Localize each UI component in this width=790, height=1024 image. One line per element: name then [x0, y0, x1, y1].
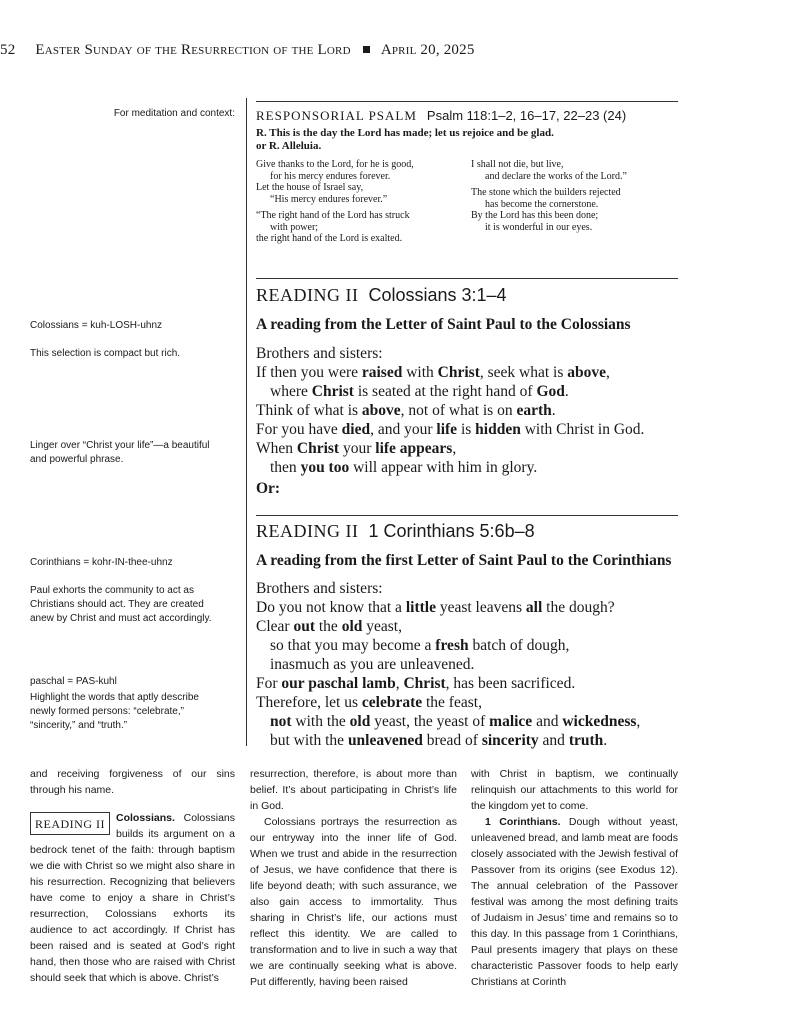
reading-text: .	[564, 383, 569, 400]
reading-line	[270, 655, 474, 674]
emphasis-text: Christ	[437, 364, 480, 381]
reading-text: but with the	[270, 732, 348, 749]
commentary-col2-p2: Colossians portrays the resurrection as our entryway into the inner life of God. When we trust and abide in the resurrection of Jesus, we have confidence that there is life beyond death; with such assurance, we also gain access to immortality. Thus sharing in Christ’s life, our actions must reflect this identity. We are called to transformation and to live in such a way that we are continually seeking what is above. Put differently, having been raised	[250, 816, 457, 988]
reading-text: yeast,	[362, 618, 402, 635]
reading-text: Think of what is	[256, 402, 362, 419]
reading-text: , seek what is	[479, 364, 568, 381]
note-compact: This selection is compact but rich.	[30, 348, 181, 359]
reading-text: ,	[606, 364, 610, 381]
reading-text: , has been sacrificed.	[445, 675, 576, 692]
psalm-line: for his mercy endures forever.	[270, 170, 391, 182]
emphasis-text: wickedness	[562, 713, 637, 730]
note-meditation: For meditation and context:	[113, 108, 235, 119]
reading-line	[256, 439, 456, 458]
psalm-line: I shall not die, but live,	[471, 159, 564, 170]
note-paul-exhorts: Paul exhorts the community to act as Christians should act. They are created anew by Christ and must act accordingly.	[30, 585, 212, 624]
emphasis-text: life appears	[375, 440, 453, 457]
reading-corinthians-title: A reading from the first Letter of Saint Paul to the Corinthians	[256, 552, 672, 569]
header-title: Easter Sunday of the Resurrection of the Lord	[35, 42, 351, 58]
reading-text: Therefore, let us	[256, 694, 362, 711]
emphasis-text: died	[341, 421, 371, 438]
emphasis-text: above	[361, 402, 401, 419]
reading-text: is seated at the right hand of	[353, 383, 537, 400]
reading-text: bread of	[422, 732, 482, 749]
psalm-line: Give thanks to the Lord, for he is good,	[256, 159, 414, 170]
reading-text: , not of what is on	[400, 402, 517, 419]
commentary-col-1	[30, 766, 235, 986]
psalm-line: and declare the works of the Lord.”	[485, 170, 627, 182]
reading-text: .	[603, 732, 608, 749]
reading-text: and	[532, 713, 563, 730]
running-header	[0, 42, 475, 59]
emphasis-text: earth	[516, 402, 552, 419]
emphasis-text: not	[270, 713, 292, 730]
reading-text: inasmuch as you are unleavened.	[270, 656, 475, 673]
reading-text: where	[270, 383, 312, 400]
or-label: Or:	[256, 480, 281, 497]
reading-text: yeast, the yeast of	[370, 713, 490, 730]
note-linger: Linger over “Christ your life”—a beautiful and powerful phrase.	[30, 440, 210, 465]
reading-text: For	[256, 675, 282, 692]
commentary-col-3	[471, 766, 678, 990]
reading-colossians-heading	[256, 285, 507, 306]
psalm-response-1: R. This is the day the Lord has made; let us rejoice and be glad.	[256, 127, 554, 139]
reading-corinthians-rule	[256, 515, 678, 516]
reading-text: is	[457, 421, 476, 438]
reading-text: then	[270, 459, 301, 476]
psalm-line: Let the house of Israel say,	[256, 182, 364, 193]
reading-text: When	[256, 440, 297, 457]
reading-text: batch of dough,	[468, 637, 570, 654]
reading-citation: 1 Corinthians 5:6b–8	[368, 521, 535, 541]
psalm-line: The stone which the builders rejected	[471, 187, 621, 198]
emphasis-text: out	[293, 618, 315, 635]
emphasis-text: Christ	[403, 675, 446, 692]
emphasis-text: unleavened	[347, 732, 423, 749]
reading-text: If then you were	[256, 364, 362, 381]
header-date: April 20, 2025	[380, 42, 475, 58]
column-divider	[246, 98, 247, 746]
emphasis-text: hidden	[475, 421, 521, 438]
separator-square-icon	[363, 46, 370, 53]
commentary-col-2	[250, 766, 457, 990]
psalm-citation: Psalm 118:1–2, 16–17, 22–23 (24)	[426, 108, 627, 123]
reading-corinthians-heading	[256, 521, 535, 542]
reading-text: so that you may become a	[270, 637, 436, 654]
reading-text: Clear	[256, 618, 294, 635]
commentary-col3-p1: with Christ in baptism, we continually relinquish our attachments to this world for the kingdom yet to come.	[471, 768, 678, 812]
emphasis-text: malice	[489, 713, 533, 730]
reading-line	[270, 712, 640, 731]
commentary-col2-p1: resurrection, therefore, is about more than belief. It’s about participating in Christ’s life in God.	[250, 768, 457, 812]
psalm-line: “His mercy endures forever.”	[270, 193, 388, 205]
emphasis-text: our paschal lamb	[281, 675, 396, 692]
reading-text: For you have	[256, 421, 342, 438]
emphasis-text: old	[341, 618, 363, 635]
reading-box-label: READING II	[30, 812, 110, 835]
psalm-line: “The right hand of the Lord has struck	[256, 210, 410, 221]
emphasis-text: little	[405, 599, 436, 616]
reading-colossians-rule	[256, 278, 678, 279]
reading-text: , and your	[370, 421, 437, 438]
commentary-col1-lead: Colossians.	[116, 812, 175, 824]
note-highlight: Highlight the words that aptly describe newly formed persons: “celebrate,” “sincerity,” and “truth.”	[30, 692, 199, 731]
psalm-response-2: or R. Alleluia.	[256, 140, 322, 152]
reading-colossians-title: A reading from the Letter of Saint Paul to the Colossians	[256, 316, 631, 333]
reading-text: the feast,	[422, 694, 482, 711]
psalm-line: the right hand of the Lord is exalted.	[256, 233, 403, 244]
reading-text: with Christ in God.	[520, 421, 645, 438]
reading-citation: Colossians 3:1–4	[368, 285, 507, 305]
note-paschal-pronunciation: paschal = PAS-kuhl	[30, 676, 117, 687]
commentary-col3-lead: 1 Corinthians.	[485, 816, 561, 828]
emphasis-text: fresh	[435, 637, 469, 654]
emphasis-text: Christ	[296, 440, 340, 457]
page-number: 52	[0, 42, 16, 58]
reading-line	[270, 382, 569, 401]
reading-text: with the	[291, 713, 350, 730]
reading-text: and	[538, 732, 569, 749]
psalm-stanzas-left	[256, 159, 466, 245]
psalm-heading	[256, 108, 626, 124]
emphasis-text: above	[567, 364, 606, 381]
reading-text: ,	[636, 713, 641, 730]
reading-text: the	[315, 618, 342, 635]
commentary-col3-body: Dough without yeast, unleavened bread, and lamb meat are foods closely associated with the Jewish festival of Passover from its origins (see Exodus 12). The annual celebration of the Passover festival was among the most defining traits of Judaism in Jesus’ time and remains so to this day. In this passage from 1 Corinthians, Paul presents imagery that plays on these characteristic Passover foods to help early Christians at Corinth	[471, 816, 678, 988]
emphasis-text: God	[536, 383, 565, 400]
reading-line	[270, 731, 607, 750]
psalm-line: it is wonderful in our eyes.	[485, 221, 593, 233]
reading-text: the dough?	[542, 599, 615, 616]
reading-label: READING II	[256, 285, 359, 305]
note-corinthians-pronunciation: Corinthians = kohr-IN-thee-uhnz	[30, 557, 173, 568]
commentary-col1-top: and receiving forgiveness of our sins through his name.	[30, 768, 235, 796]
reading-text: yeast leavens	[435, 599, 526, 616]
reading-text: with	[402, 364, 438, 381]
emphasis-text: old	[349, 713, 371, 730]
note-colossians-pronunciation: Colossians = kuh-LOSH-uhnz	[30, 320, 163, 331]
reading-text: Brothers and sisters:	[256, 345, 383, 362]
psalm-line: with power;	[270, 221, 319, 233]
reading-text: ,	[395, 675, 404, 692]
emphasis-text: truth	[568, 732, 604, 749]
psalm-line: has become the cornerstone.	[485, 198, 599, 210]
emphasis-text: all	[525, 599, 543, 616]
reading-line	[270, 636, 569, 655]
reading-text: Brothers and sisters:	[256, 580, 383, 597]
reading-line	[256, 401, 556, 420]
reading-text: your	[339, 440, 376, 457]
reading-line	[256, 617, 402, 636]
emphasis-text: you too	[300, 459, 350, 476]
psalm-line: By the Lord has this been done;	[471, 210, 599, 221]
psalm-response	[256, 127, 686, 153]
reading-text: .	[551, 402, 556, 419]
reading-line	[256, 579, 383, 598]
reading-line	[256, 693, 482, 712]
emphasis-text: raised	[361, 364, 403, 381]
psalm-label: RESPONSORIAL PSALM	[256, 108, 417, 123]
psalm-rule	[256, 101, 678, 102]
reading-line	[256, 598, 615, 617]
emphasis-text: celebrate	[361, 694, 423, 711]
emphasis-text: life	[436, 421, 458, 438]
psalm-stanzas-right	[471, 159, 681, 233]
emphasis-text: Christ	[311, 383, 354, 400]
reading-text: Do you not know that a	[256, 599, 406, 616]
reading-line	[256, 420, 644, 439]
reading-label: READING II	[256, 521, 359, 541]
reading-line	[256, 363, 610, 382]
reading-line	[256, 344, 383, 363]
commentary-col1-body: Colossians builds its argument on a bedrock tenet of the faith: through baptism we die with Christ so we might also share in his resurrection. Recognizing that believers have come to enjoy a share in Christ’s resurrection, Colossians exhorts its audience to act accordingly. If Christ has been raised and is seated at God’s right hand, then those who are raised with Christ should seek that which is above. Christ’s	[30, 812, 235, 984]
reading-text: ,	[452, 440, 457, 457]
reading-line	[270, 458, 537, 477]
reading-text: will appear with him in glory.	[349, 459, 538, 476]
emphasis-text: sincerity	[481, 732, 539, 749]
reading-line	[256, 674, 575, 693]
